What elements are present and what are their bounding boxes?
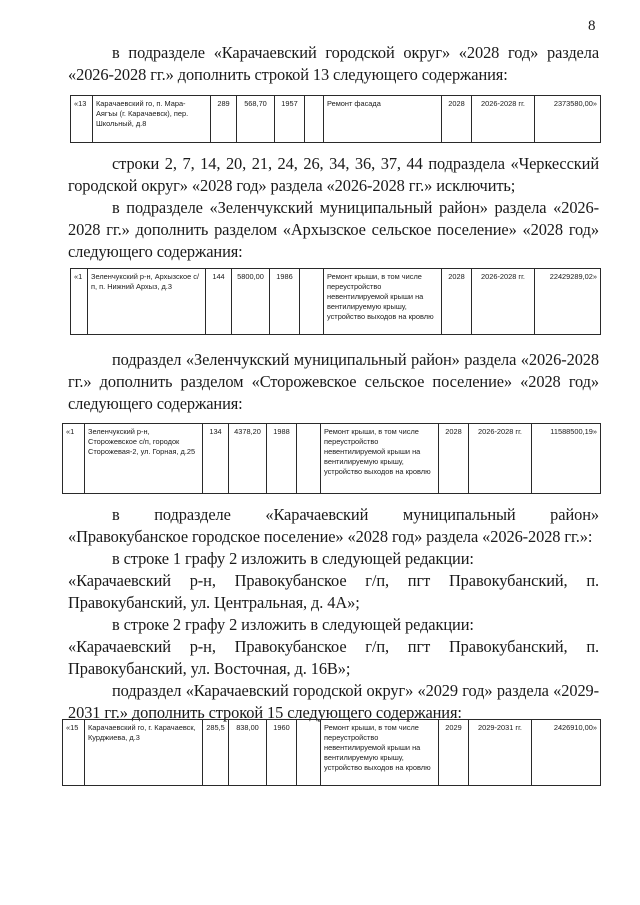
paragraph-6: в строке 1 графу 2 изложить в следующей редакции:: [112, 549, 474, 568]
cell-area: 144: [206, 269, 232, 335]
cell-empty: [300, 269, 324, 335]
cell-plan-year: 2028: [442, 269, 472, 335]
cell-work: Ремонт крыши, в том числе переустройство невентилируемой крыши на вентилируемую крышу, устройство выходов на кровлю: [321, 720, 439, 786]
cell-year: 1960: [267, 720, 297, 786]
paragraph-3: в подразделе «Зеленчукский муниципальный район» раздела «2026-2028 гг.» дополнить разделом «Архызское сельское поселение» «2028 год» следующего содержания:: [68, 198, 599, 261]
cell-num: «13: [71, 96, 93, 143]
cell-work: Ремонт фасада: [324, 96, 442, 143]
paragraph-2: строки 2, 7, 14, 20, 21, 24, 26, 34, 36, 37, 44 подраздела «Черкесский городской округ» «2028 год» раздела «2026-2028 гг.» исключить;: [68, 154, 599, 195]
cell-period: 2029-2031 гг.: [469, 720, 532, 786]
paragraph-8: в строке 2 графу 2 изложить в следующей редакции:: [112, 615, 474, 634]
cell-year: 1986: [270, 269, 300, 335]
paragraph-1: в подразделе «Карачаевский городской округ» «2028 год» раздела «2026-2028 гг.» дополнить строкой 13 следующего содержания:: [68, 43, 599, 84]
cell-plan-year: 2029: [439, 720, 469, 786]
cell-cost: 2373580,00»: [535, 96, 601, 143]
cell-empty: [297, 720, 321, 786]
cell-plan-year: 2028: [439, 424, 469, 494]
cell-empty: [305, 96, 324, 143]
cell-work: Ремонт крыши, в том числе переустройство невентилируемой крыши на вентилируемую крышу, устройство выходов на кровлю: [324, 269, 442, 335]
cell-plan-year: 2028: [442, 96, 472, 143]
cell-year: 1957: [275, 96, 305, 143]
cell-period: 2026-2028 гг.: [472, 269, 535, 335]
cell-year: 1988: [267, 424, 297, 494]
table-row-13: [70, 95, 601, 143]
cell-work: Ремонт крыши, в том числе переустройство невентилируемой крыши на вентилируемую крышу, устройство выходов на кровлю: [321, 424, 439, 494]
page-number: 8: [588, 18, 596, 34]
cell-address: Карачаевский го, п. Мара-Аягъы (г. Карачаевск), пер. Школьный, д.8: [93, 96, 211, 143]
cell-area: 134: [203, 424, 229, 494]
cell-empty: [297, 424, 321, 494]
cell-sqm: 4378,20: [229, 424, 267, 494]
cell-area: 289: [211, 96, 237, 143]
table-row-storozhevaya: [62, 423, 601, 494]
cell-cost: 11588500,19»: [532, 424, 601, 494]
paragraph-10: подраздел «Карачаевский городской округ» «2029 год» раздела «2029-2031 гг.» дополнить строкой 15 следующего содержания:: [68, 681, 599, 722]
cell-area: 285,5: [203, 720, 229, 786]
cell-sqm: 5800,00: [232, 269, 270, 335]
cell-sqm: 838,00: [229, 720, 267, 786]
cell-num: «1: [71, 269, 88, 335]
paragraph-9: «Карачаевский р-н, Правокубанское г/п, пгт Правокубанский, п. Правокубанский, ул. Восточная, д. 16В»;: [68, 637, 599, 678]
cell-num: «1: [63, 424, 85, 494]
cell-address: Карачаевский го, г. Карачаевск, Курджиева, д.3: [85, 720, 203, 786]
paragraph-7: «Карачаевский р-н, Правокубанское г/п, пгт Правокубанский, п. Правокубанский, ул. Центральная, д. 4А»;: [68, 571, 599, 612]
paragraph-5: в подразделе «Карачаевский муниципальный район» «Правокубанское городское поселение» «2028 год» раздела «2026-2028 гг.»:: [68, 505, 599, 546]
cell-address: Зеленчукский р-н, Архызское с/п, п. Нижний Архыз, д.3: [88, 269, 206, 335]
cell-sqm: 568,70: [237, 96, 275, 143]
cell-period: 2026-2028 гг.: [472, 96, 535, 143]
cell-cost: 22429289,02»: [535, 269, 601, 335]
cell-period: 2026-2028 гг.: [469, 424, 532, 494]
cell-cost: 2426910,00»: [532, 720, 601, 786]
paragraph-4: подраздел «Зеленчукский муниципальный район» раздела «2026-2028 гг.» дополнить разделом «Сторожевское сельское поселение» «2028 год» следующего содержания:: [68, 350, 599, 413]
table-row-15: [62, 719, 601, 786]
cell-address: Зеленчукский р-н, Сторожевское с/п, городок Сторожевая-2, ул. Горная, д.25: [85, 424, 203, 494]
cell-num: «15: [63, 720, 85, 786]
table-row-arkhyz: [70, 268, 601, 335]
